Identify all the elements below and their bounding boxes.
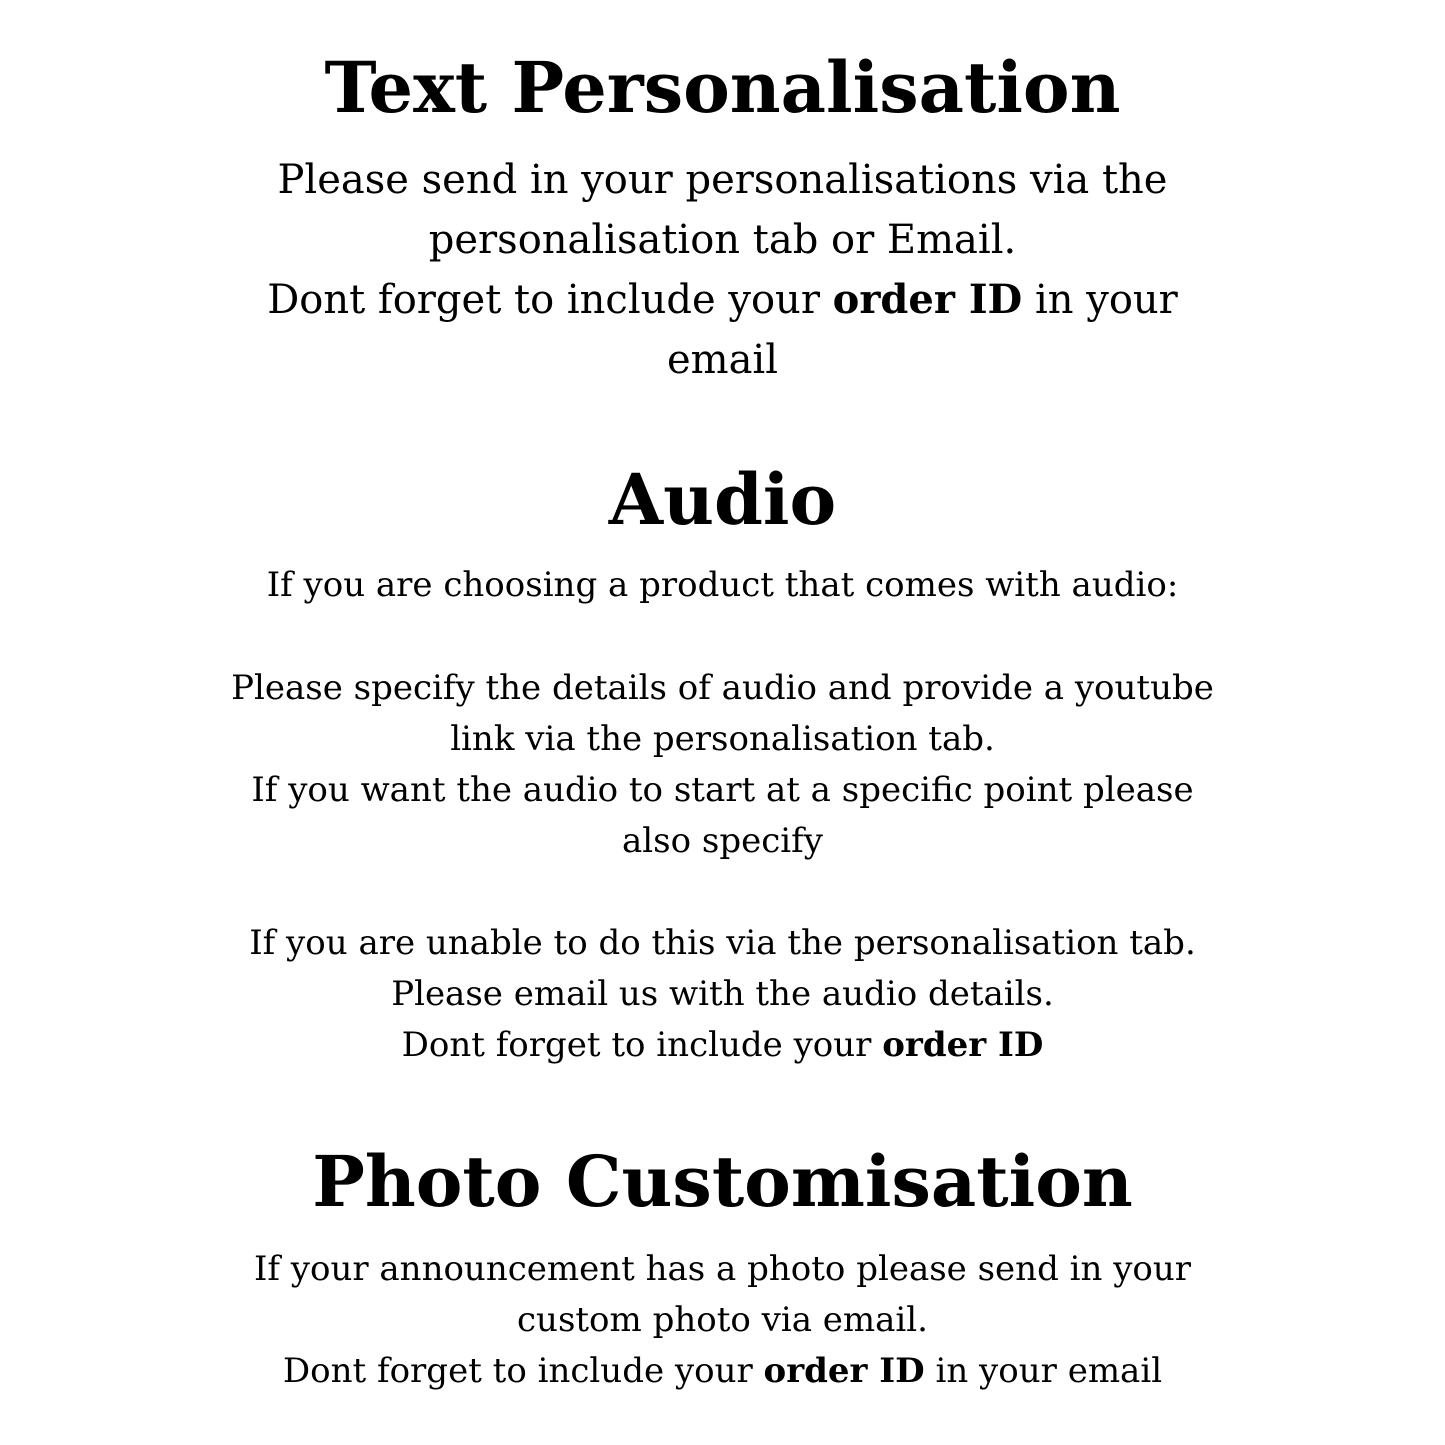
text-instructions-line-1: Please send in your personalisations via the <box>277 157 1168 203</box>
text-line-3-end: in your <box>1022 277 1178 323</box>
audio-line-8-start: Dont forget to include your <box>401 1025 883 1065</box>
audio-heading: Audio <box>608 458 837 541</box>
photo-instructions-line-2: custom photo via email. <box>517 1300 928 1340</box>
order-id-emphasis: order ID <box>763 1351 925 1391</box>
audio-instructions-line-4: If you want the audio to start at a specific point please <box>251 770 1194 810</box>
text-personalisation-heading: Text Personalisation <box>324 46 1121 129</box>
audio-instructions-line-3: link via the personalisation tab. <box>450 719 995 759</box>
audio-instructions-line-5: also specify <box>622 821 823 861</box>
text-line-3-start: Dont forget to include your <box>267 277 833 323</box>
photo-line-3-start: Dont forget to include your <box>282 1351 764 1391</box>
photo-instructions-line-3 <box>0 1349 1445 1393</box>
order-id-emphasis: order ID <box>882 1025 1044 1065</box>
text-instructions-line-4: email <box>666 337 779 383</box>
photo-customisation-heading: Photo Customisation <box>312 1140 1133 1223</box>
text-instructions-line-2: personalisation tab or Email. <box>428 217 1017 263</box>
audio-instructions-line-7: Please email us with the audio details. <box>391 974 1054 1014</box>
order-id-emphasis: order ID <box>832 276 1023 323</box>
audio-instructions-line-8 <box>0 1023 1445 1067</box>
text-instructions-line-3 <box>0 275 1445 325</box>
audio-intro-line: If you are choosing a product that comes with audio: <box>266 565 1179 605</box>
audio-instructions-line-2: Please specify the details of audio and provide a youtube <box>231 668 1214 708</box>
photo-instructions-line-1: If your announcement has a photo please send in your <box>253 1249 1192 1289</box>
audio-instructions-line-6: If you are unable to do this via the personalisation tab. <box>249 923 1196 963</box>
photo-line-3-end: in your email <box>924 1351 1163 1391</box>
